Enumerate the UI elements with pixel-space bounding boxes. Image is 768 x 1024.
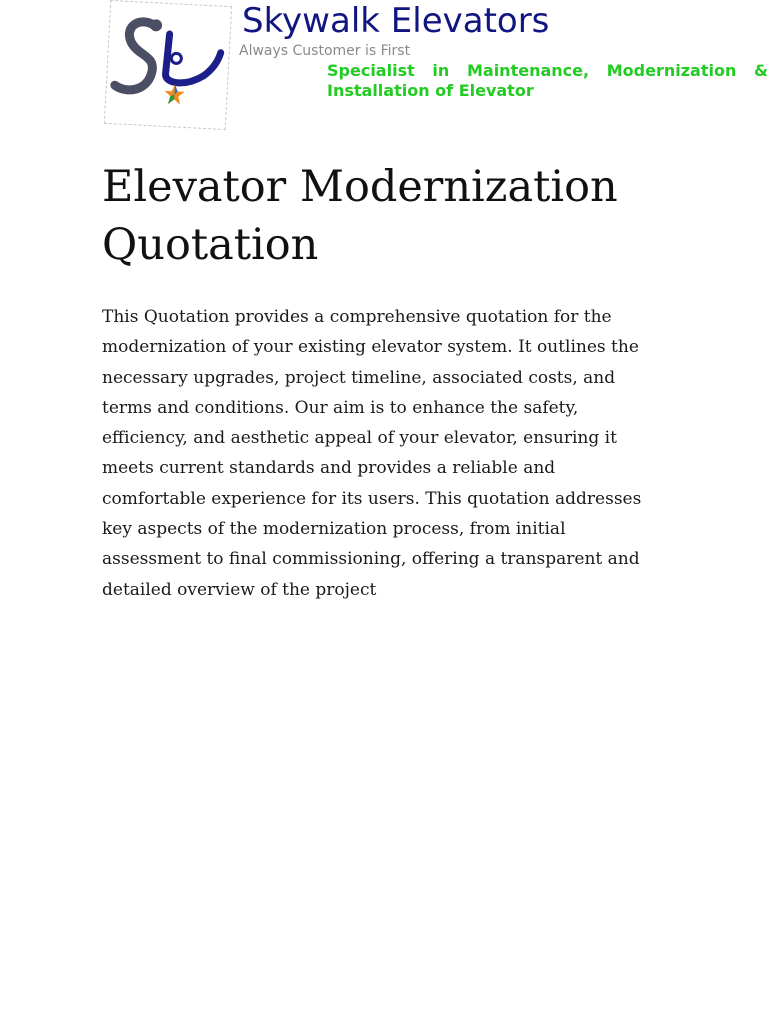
company-name: Skywalk Elevators xyxy=(242,1,550,41)
document-intro-paragraph: This Quotation provides a comprehensive quotation for the modernization of your existing elevator system. It outlines the necessary upgrades, project timeline, associated costs, and terms and conditions. Our aim is to enhance the safety, efficiency, and aesthetic appeal of your elevator, ensuring it meets current standards and provides a reliable and comfortable experience for its users. This quotation addresses key aspects of the modernization process, from initial assessment to final commissioning, offering a transparent and detailed overview of the project xyxy=(102,307,642,600)
document-title: Elevator Modernization Quotation xyxy=(102,162,618,270)
company-specialty: Specialist in Maintenance, Modernization & Installation of Elevator xyxy=(327,61,768,100)
company-logo xyxy=(104,0,232,130)
logo-emblem-icon xyxy=(105,1,231,129)
company-tagline: Always Customer is First xyxy=(239,43,411,59)
